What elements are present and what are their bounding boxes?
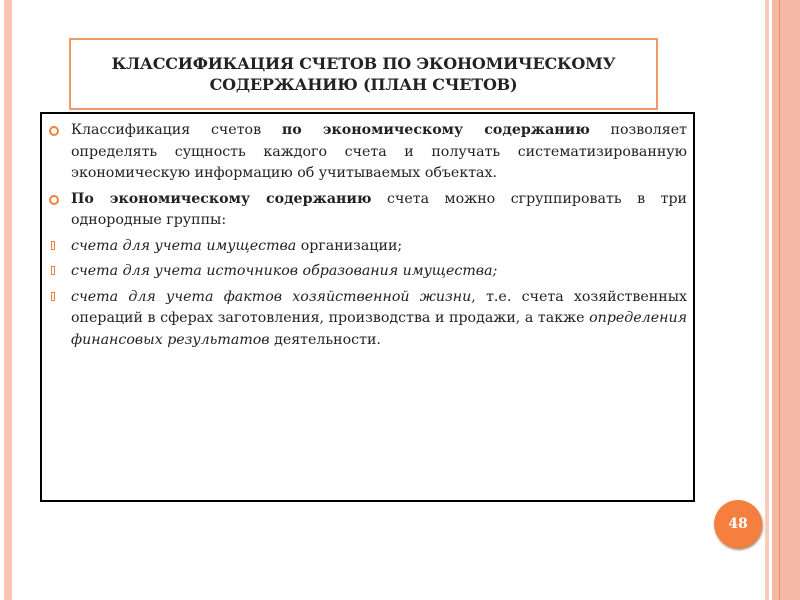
right-decor-band — [772, 0, 800, 600]
right-decor-stripe — [765, 0, 769, 600]
circle-bullet-icon — [49, 126, 59, 136]
circle-bullet-icon — [49, 195, 59, 205]
italic-text: счета для учета имущества — [71, 237, 297, 254]
title-box — [69, 38, 658, 110]
square-bullet-icon — [51, 266, 55, 275]
bullet-item — [42, 189, 693, 232]
bold-text: по экономическому содержанию — [281, 122, 590, 138]
sub-bullet-item — [42, 287, 693, 352]
italic-text: счета для учета фактов хозяйственной жизни — [71, 288, 472, 305]
sub-bullet-item — [42, 236, 693, 258]
italic-text: счета для учета источников образования имущества; — [71, 263, 498, 279]
bold-text: По экономическому содержанию — [71, 190, 372, 207]
slide-title: КЛАССИФИКАЦИЯ СЧЕТОВ ПО ЭКОНОМИЧЕСКОМУ СОДЕРЖАНИЮ (ПЛАН СЧЕТОВ) — [111, 54, 616, 94]
left-decor-stripe — [4, 0, 12, 600]
square-bullet-icon — [51, 241, 55, 250]
text: позволяет определять сущность каждого счета и получать систематизированную экономическую информацию об учитываемых объектах. — [71, 122, 687, 181]
content-box — [40, 112, 695, 502]
text: счета можно сгруппировать в три однородные группы: — [71, 190, 687, 228]
text: , т.е. счета хозяйственных операций в сферах заготовления, производства и продажи, а также — [71, 288, 687, 326]
page-number-badge: 48 — [714, 500, 762, 548]
text: деятельности. — [269, 331, 381, 348]
square-bullet-icon — [51, 292, 55, 301]
text: Классификация счетов — [71, 122, 282, 138]
text: организации; — [296, 237, 403, 254]
italic-text: определения финансовых результатов — [71, 310, 687, 348]
bullet-item — [42, 120, 693, 185]
sub-bullet-item — [42, 261, 693, 283]
right-decor-line — [779, 0, 780, 600]
